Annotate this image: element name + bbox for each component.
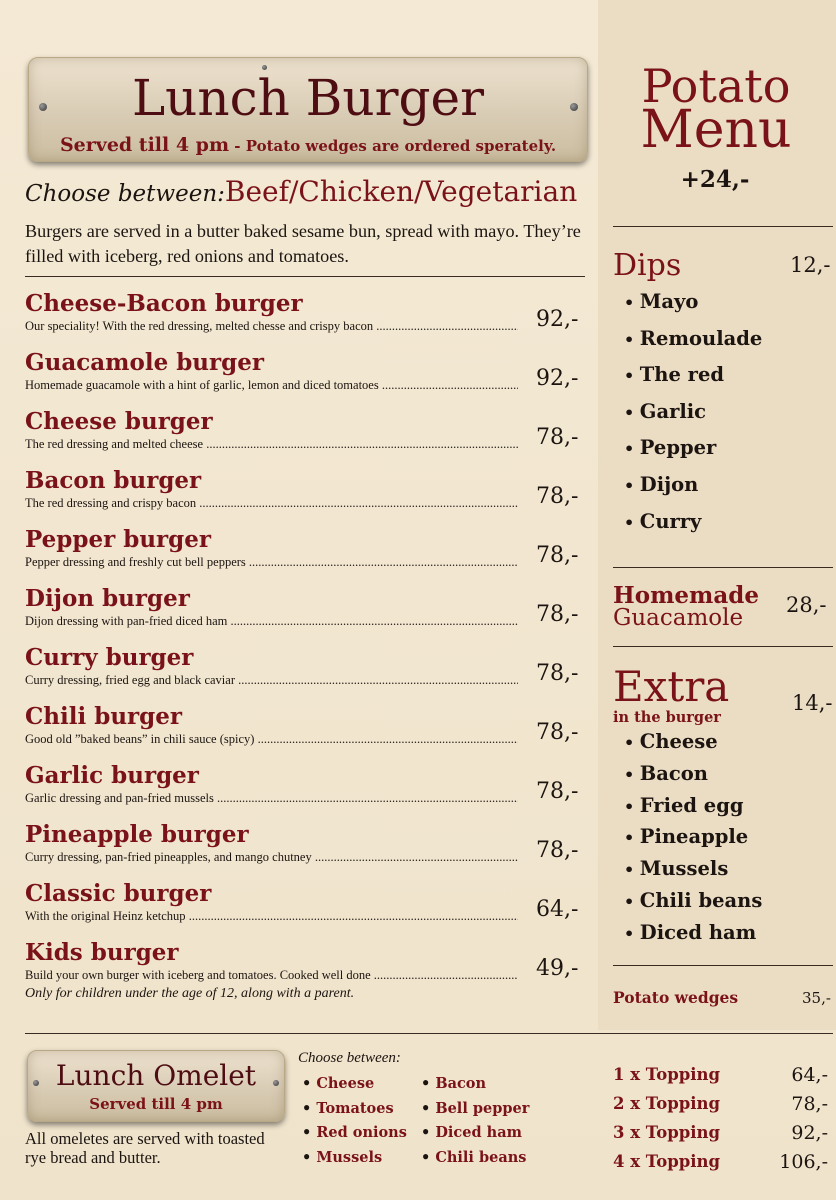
- divider: [613, 567, 833, 568]
- choose-between-line: [25, 175, 577, 208]
- dip-item: • The red: [624, 363, 724, 386]
- dip-item: • Garlic: [624, 400, 706, 423]
- potato-menu-title: [600, 59, 832, 160]
- burger-price: 64,-: [536, 897, 579, 922]
- burger-price: 78,-: [536, 484, 579, 509]
- lunch-omelet-subtitle: Served till 4 pm: [89, 1095, 223, 1113]
- extra-item: • Bacon: [624, 762, 708, 785]
- divider: [25, 276, 585, 277]
- guacamole-line1: Homemade: [613, 582, 759, 609]
- lunch-burger-subtitle: [29, 134, 587, 157]
- dips-title: Dips: [613, 248, 682, 283]
- burger-price: 78,-: [536, 425, 579, 450]
- potato-wedges-label: Potato wedges: [613, 988, 739, 1007]
- burger-description: Curry dressing, fried egg and black caviar .....: [25, 673, 518, 688]
- guacamole-price: 28,-: [786, 593, 827, 617]
- burger-description: Build your own burger with iceberg and tomatoes. Cooked well done .....: [25, 968, 518, 983]
- dip-item: • Curry: [624, 510, 701, 533]
- burger-price: 78,-: [536, 838, 579, 863]
- extra-item: • Pineapple: [624, 825, 748, 848]
- dip-item: • Pepper: [624, 436, 716, 459]
- burger-name: Curry burger: [25, 644, 194, 671]
- burger-name: Bacon burger: [25, 467, 202, 494]
- burger-description: Garlic dressing and pan-fried mussels .....: [25, 791, 518, 806]
- topping-price: 78,-: [791, 1093, 828, 1115]
- burger-name: Cheese burger: [25, 408, 213, 435]
- burger-description: Curry dressing, pan-fried pineapples, and mango chutney .....: [25, 850, 518, 865]
- topping-label: 3 x Topping: [613, 1123, 721, 1142]
- extra-item: • Fried egg: [624, 794, 744, 817]
- burger-price: 92,-: [536, 366, 579, 391]
- burger-price: 78,-: [536, 720, 579, 745]
- omelet-option: • Chili beans: [421, 1149, 526, 1166]
- kids-note: Only for children under the age of 12, along with a parent.: [25, 986, 355, 1001]
- topping-price: 106,-: [779, 1151, 828, 1173]
- topping-label: 2 x Topping: [613, 1094, 721, 1113]
- divider: [613, 226, 833, 227]
- burger-description: Our speciality! With the red dressing, melted chesse and crispy bacon .....: [25, 319, 518, 334]
- burger-name: Dijon burger: [25, 585, 190, 612]
- burger-name: Pepper burger: [25, 526, 211, 553]
- served-till-text: Served till 4 pm: [59, 134, 230, 156]
- burger-description: The red dressing and crispy bacon .....: [25, 496, 518, 511]
- dips-price: 12,-: [790, 253, 831, 277]
- burger-price: 92,-: [536, 307, 579, 332]
- topping-price: 92,-: [791, 1122, 828, 1144]
- burger-name: Pineapple burger: [25, 821, 249, 848]
- potato-menu-price: +24,-: [680, 166, 750, 193]
- lunch-omelet-title: Lunch Omelet: [55, 1059, 257, 1092]
- burger-name: Guacamole burger: [25, 349, 264, 376]
- lunch-omelet-plaque: [27, 1050, 285, 1122]
- potato-menu-line1: Potato: [641, 59, 791, 113]
- extra-item: • Cheese: [624, 730, 718, 753]
- divider: [613, 965, 833, 966]
- omelet-option: • Tomatoes: [302, 1100, 394, 1117]
- burger-description: The red dressing and melted cheese .....: [25, 437, 518, 452]
- burger-price: 78,-: [536, 779, 579, 804]
- extra-item: • Chili beans: [624, 889, 762, 912]
- omelet-option: • Bell pepper: [421, 1100, 529, 1117]
- burger-price: 49,-: [536, 956, 579, 981]
- burger-name: Cheese-Bacon burger: [25, 290, 303, 317]
- burger-intro: Burgers are served in a butter baked sesame bun, spread with mayo. They’re filled with iceberg, red onions and tomatoes.: [25, 221, 581, 266]
- burger-description: With the original Heinz ketchup .....: [25, 909, 518, 924]
- meat-options: Beef/Chicken/Vegetarian: [224, 175, 578, 208]
- omelet-choose-label: Choose between:: [298, 1050, 401, 1066]
- burger-description: Good old ”baked beans” in chili sauce (spicy) .....: [25, 732, 518, 747]
- guacamole-line2: Guacamole: [613, 605, 744, 631]
- choose-between-label: Choose between:: [25, 181, 225, 207]
- section-divider: [25, 1033, 833, 1034]
- dip-item: • Remoulade: [624, 327, 762, 350]
- extra-item: • Diced ham: [624, 921, 756, 944]
- lunch-burger-plaque: [28, 57, 588, 162]
- omelet-option: • Bacon: [421, 1075, 486, 1092]
- extra-item: • Mussels: [624, 857, 728, 880]
- burger-name: Chili burger: [25, 703, 183, 730]
- burger-price: 78,-: [536, 602, 579, 627]
- topping-price: 64,-: [791, 1064, 828, 1086]
- topping-label: 1 x Topping: [613, 1065, 721, 1084]
- burger-name: Classic burger: [25, 880, 212, 907]
- burger-price: 78,-: [536, 543, 579, 568]
- dip-item: • Mayo: [624, 290, 698, 313]
- burger-name: Garlic burger: [25, 762, 199, 789]
- divider: [613, 646, 833, 647]
- potato-wedges-price: 35,-: [802, 989, 831, 1007]
- topping-label: 4 x Topping: [613, 1152, 721, 1171]
- omelet-option: • Mussels: [302, 1149, 382, 1166]
- burger-description: Homemade guacamole with a hint of garlic, lemon and diced tomatoes .....: [25, 378, 518, 393]
- homemade-guacamole: [613, 584, 759, 630]
- omelet-option: • Diced ham: [421, 1124, 522, 1141]
- extra-price: 14,-: [792, 691, 833, 715]
- lunch-burger-title: Lunch Burger: [131, 69, 485, 127]
- burger-description: Dijon dressing with pan-fried diced ham .....: [25, 614, 518, 629]
- omelet-option: • Cheese: [302, 1075, 374, 1092]
- omelet-option: • Red onions: [302, 1124, 407, 1141]
- burger-price: 78,-: [536, 661, 579, 686]
- burger-description: Pepper dressing and freshly cut bell peppers .....: [25, 555, 518, 570]
- omelet-description: All omeletes are served with toasted rye bread and butter.: [25, 1129, 265, 1167]
- potato-wedges-note: - Potato wedges are ordered sperately.: [229, 137, 557, 155]
- potato-menu-line2: Menu: [640, 100, 792, 160]
- extra-title: Extra: [613, 662, 730, 711]
- dip-item: • Dijon: [624, 473, 698, 496]
- extra-subtitle: in the burger: [613, 709, 721, 726]
- burger-name: Kids burger: [25, 939, 179, 966]
